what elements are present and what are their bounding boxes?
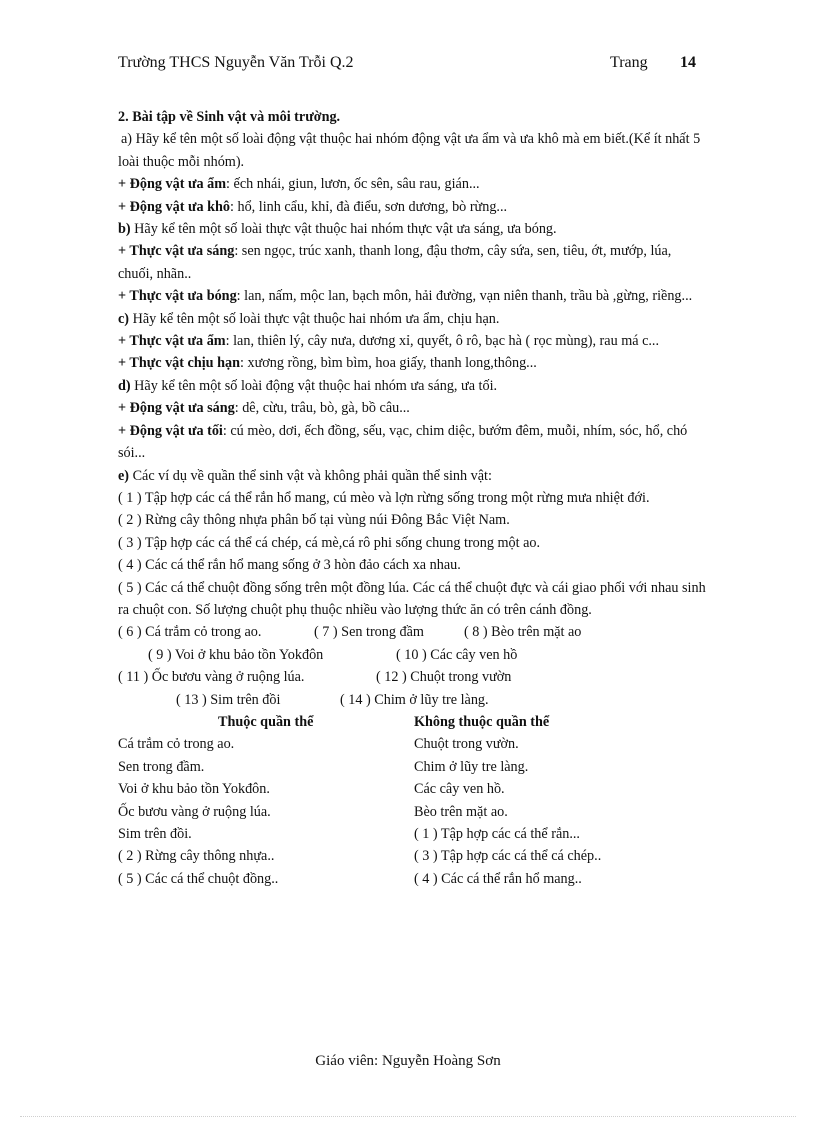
page-bottom-divider (20, 1116, 796, 1117)
example-item: ( 3 ) Tập hợp các cá thể cá chép, cá mè,cá rô phi sống chung trong một ao. (118, 534, 541, 551)
example-item: ( 13 ) Sim trên đồi (176, 691, 281, 708)
question-a: a) Hãy kể tên một số loài động vật thuộc hai nhóm động vật ưa ẩm và ưa khô mà em biết.(Kể ít nhất 5 loài thuộc mỗi nhóm). (118, 131, 701, 170)
answer-a-1: + Động vật ưa ẩm: ếch nhái, giun, lươn, ốc sên, sâu rau, gián... (118, 176, 480, 193)
table-cell: Chuột trong vườn. (414, 736, 519, 753)
footer (0, 1053, 816, 1070)
table-cell: Cá trắm cỏ trong ao. (118, 736, 235, 753)
answer-b-1: + Thực vật ưa sáng: sen ngọc, trúc xanh, thanh long, đậu thơm, cây sứa, sen, tiêu, ớt, mướp, lúa, chuối, nhãn.. (118, 243, 672, 282)
answer-d-2: + Động vật ưa tối: cú mèo, dơi, ếch đồng, sếu, vạc, chim diệc, bướm đêm, muỗi, nhím, sóc, hổ, chó sói... (118, 422, 688, 462)
footer-teacher-name: Nguyễn Hoàng Sơn (381, 1053, 501, 1069)
table-cell: ( 1 ) Tập hợp các cá thể rắn... (414, 826, 580, 842)
example-item: ( 10 ) Các cây ven hồ (396, 646, 518, 663)
example-item: ( 7 ) Sen trong đầm (314, 624, 424, 641)
table-cell: Sim trên đồi. (118, 826, 192, 842)
example-row (118, 689, 708, 711)
example-item: ( 11 ) Ốc bươu vàng ở ruộng lúa. (118, 669, 305, 686)
question-b: b) Hãy kể tên một số loài thực vật thuộc hai nhóm thực vật ưa sáng, ưa bóng. (118, 221, 557, 238)
table-cell: Ốc bươu vàng ở ruộng lúa. (118, 803, 271, 820)
section-title: 2. Bài tập về Sinh vật và môi trường. (118, 109, 341, 125)
example-row (118, 644, 708, 666)
table-cell: ( 3 ) Tập hợp các cá thể cá chép.. (414, 848, 602, 865)
answer-c-1: + Thực vật ưa ẩm: lan, thiên lý, cây nưa, dương xỉ, quyết, ô rô, bạc hà ( rọc mùng), rau má c... (118, 333, 660, 350)
example-item: ( 5 ) Các cá thể chuột đồng sống trên một đồng lúa. Các cá thể chuột đực và cái giao phối với nhau sinh ra chuột con. Số lượng chuột phụ thuộc nhiều vào lượng thức ăn có trên cánh đồng. (118, 579, 706, 618)
header-page-number: 14 (680, 54, 696, 71)
table-cell: Chim ở lũy tre làng. (414, 758, 529, 775)
example-item: ( 1 ) Tập hợp các cá thể rắn hổ mang, cú mèo và lợn rừng sống trong một rừng mưa nhiệt đới. (118, 489, 650, 506)
question-e: e) Các ví dụ về quần thể sinh vật và không phải quần thể sinh vật: (118, 467, 492, 484)
column-population (118, 711, 412, 890)
header-school: Trường THCS Nguyễn Văn Trỗi Q.2 (118, 54, 354, 71)
question-c: c) Hãy kể tên một số loài thực vật thuộc hai nhóm ưa ẩm, chịu hạn. (118, 310, 500, 327)
example-item: ( 4 ) Các cá thể rắn hổ mang sống ở 3 hòn đảo cách xa nhau. (118, 557, 461, 574)
table-cell: Sen trong đầm. (118, 758, 205, 775)
table-cell: ( 4 ) Các cá thể rắn hổ mang.. (414, 870, 582, 887)
footer-label: Giáo viên: (315, 1053, 382, 1069)
example-item: ( 2 ) Rừng cây thông nhựa phân bố tại vùng núi Đông Bắc Việt Nam. (118, 512, 510, 529)
column-not-population (412, 711, 708, 890)
example-item: ( 12 ) Chuột trong vườn (376, 669, 512, 686)
classification-table (118, 711, 708, 890)
answer-d-1: + Động vật ưa sáng: dê, cừu, trâu, bò, gà, bồ câu... (118, 400, 410, 417)
header-page-label: Trang (610, 54, 648, 71)
column-header: Không thuộc quần thể (414, 713, 550, 730)
example-item: ( 6 ) Cá trắm cỏ trong ao. (118, 624, 262, 641)
table-cell: Voi ở khu bảo tồn Yokđôn. (118, 781, 270, 798)
example-item: ( 8 ) Bèo trên mặt ao (464, 624, 582, 641)
column-header: Thuộc quần thể (218, 713, 314, 730)
example-item: ( 14 ) Chim ở lũy tre làng. (340, 691, 489, 708)
table-cell: ( 2 ) Rừng cây thông nhựa.. (118, 848, 275, 865)
document-body (118, 106, 708, 890)
answer-c-2: + Thực vật chịu hạn: xương rồng, bìm bìm, hoa giấy, thanh long,thông... (118, 355, 537, 372)
table-cell: Các cây ven hồ. (414, 781, 505, 798)
answer-b-2: + Thực vật ưa bóng: lan, nấm, mộc lan, bạch môn, hải đường, vạn niên thanh, trầu bà ,gừng, riềng... (118, 288, 693, 305)
question-d: d) Hãy kể tên một số loài động vật thuộc hai nhóm ưa sáng, ưa tối. (118, 377, 498, 394)
table-cell: ( 5 ) Các cá thể chuột đồng.. (118, 870, 279, 887)
table-cell: Bèo trên mặt ao. (414, 803, 508, 820)
example-item: ( 9 ) Voi ở khu bảo tồn Yokđôn (148, 646, 324, 663)
example-row (118, 621, 708, 643)
answer-a-2: + Động vật ưa khô: hổ, linh cẩu, khỉ, đà điểu, sơn dương, bò rừng... (118, 198, 508, 215)
example-row (118, 666, 708, 688)
